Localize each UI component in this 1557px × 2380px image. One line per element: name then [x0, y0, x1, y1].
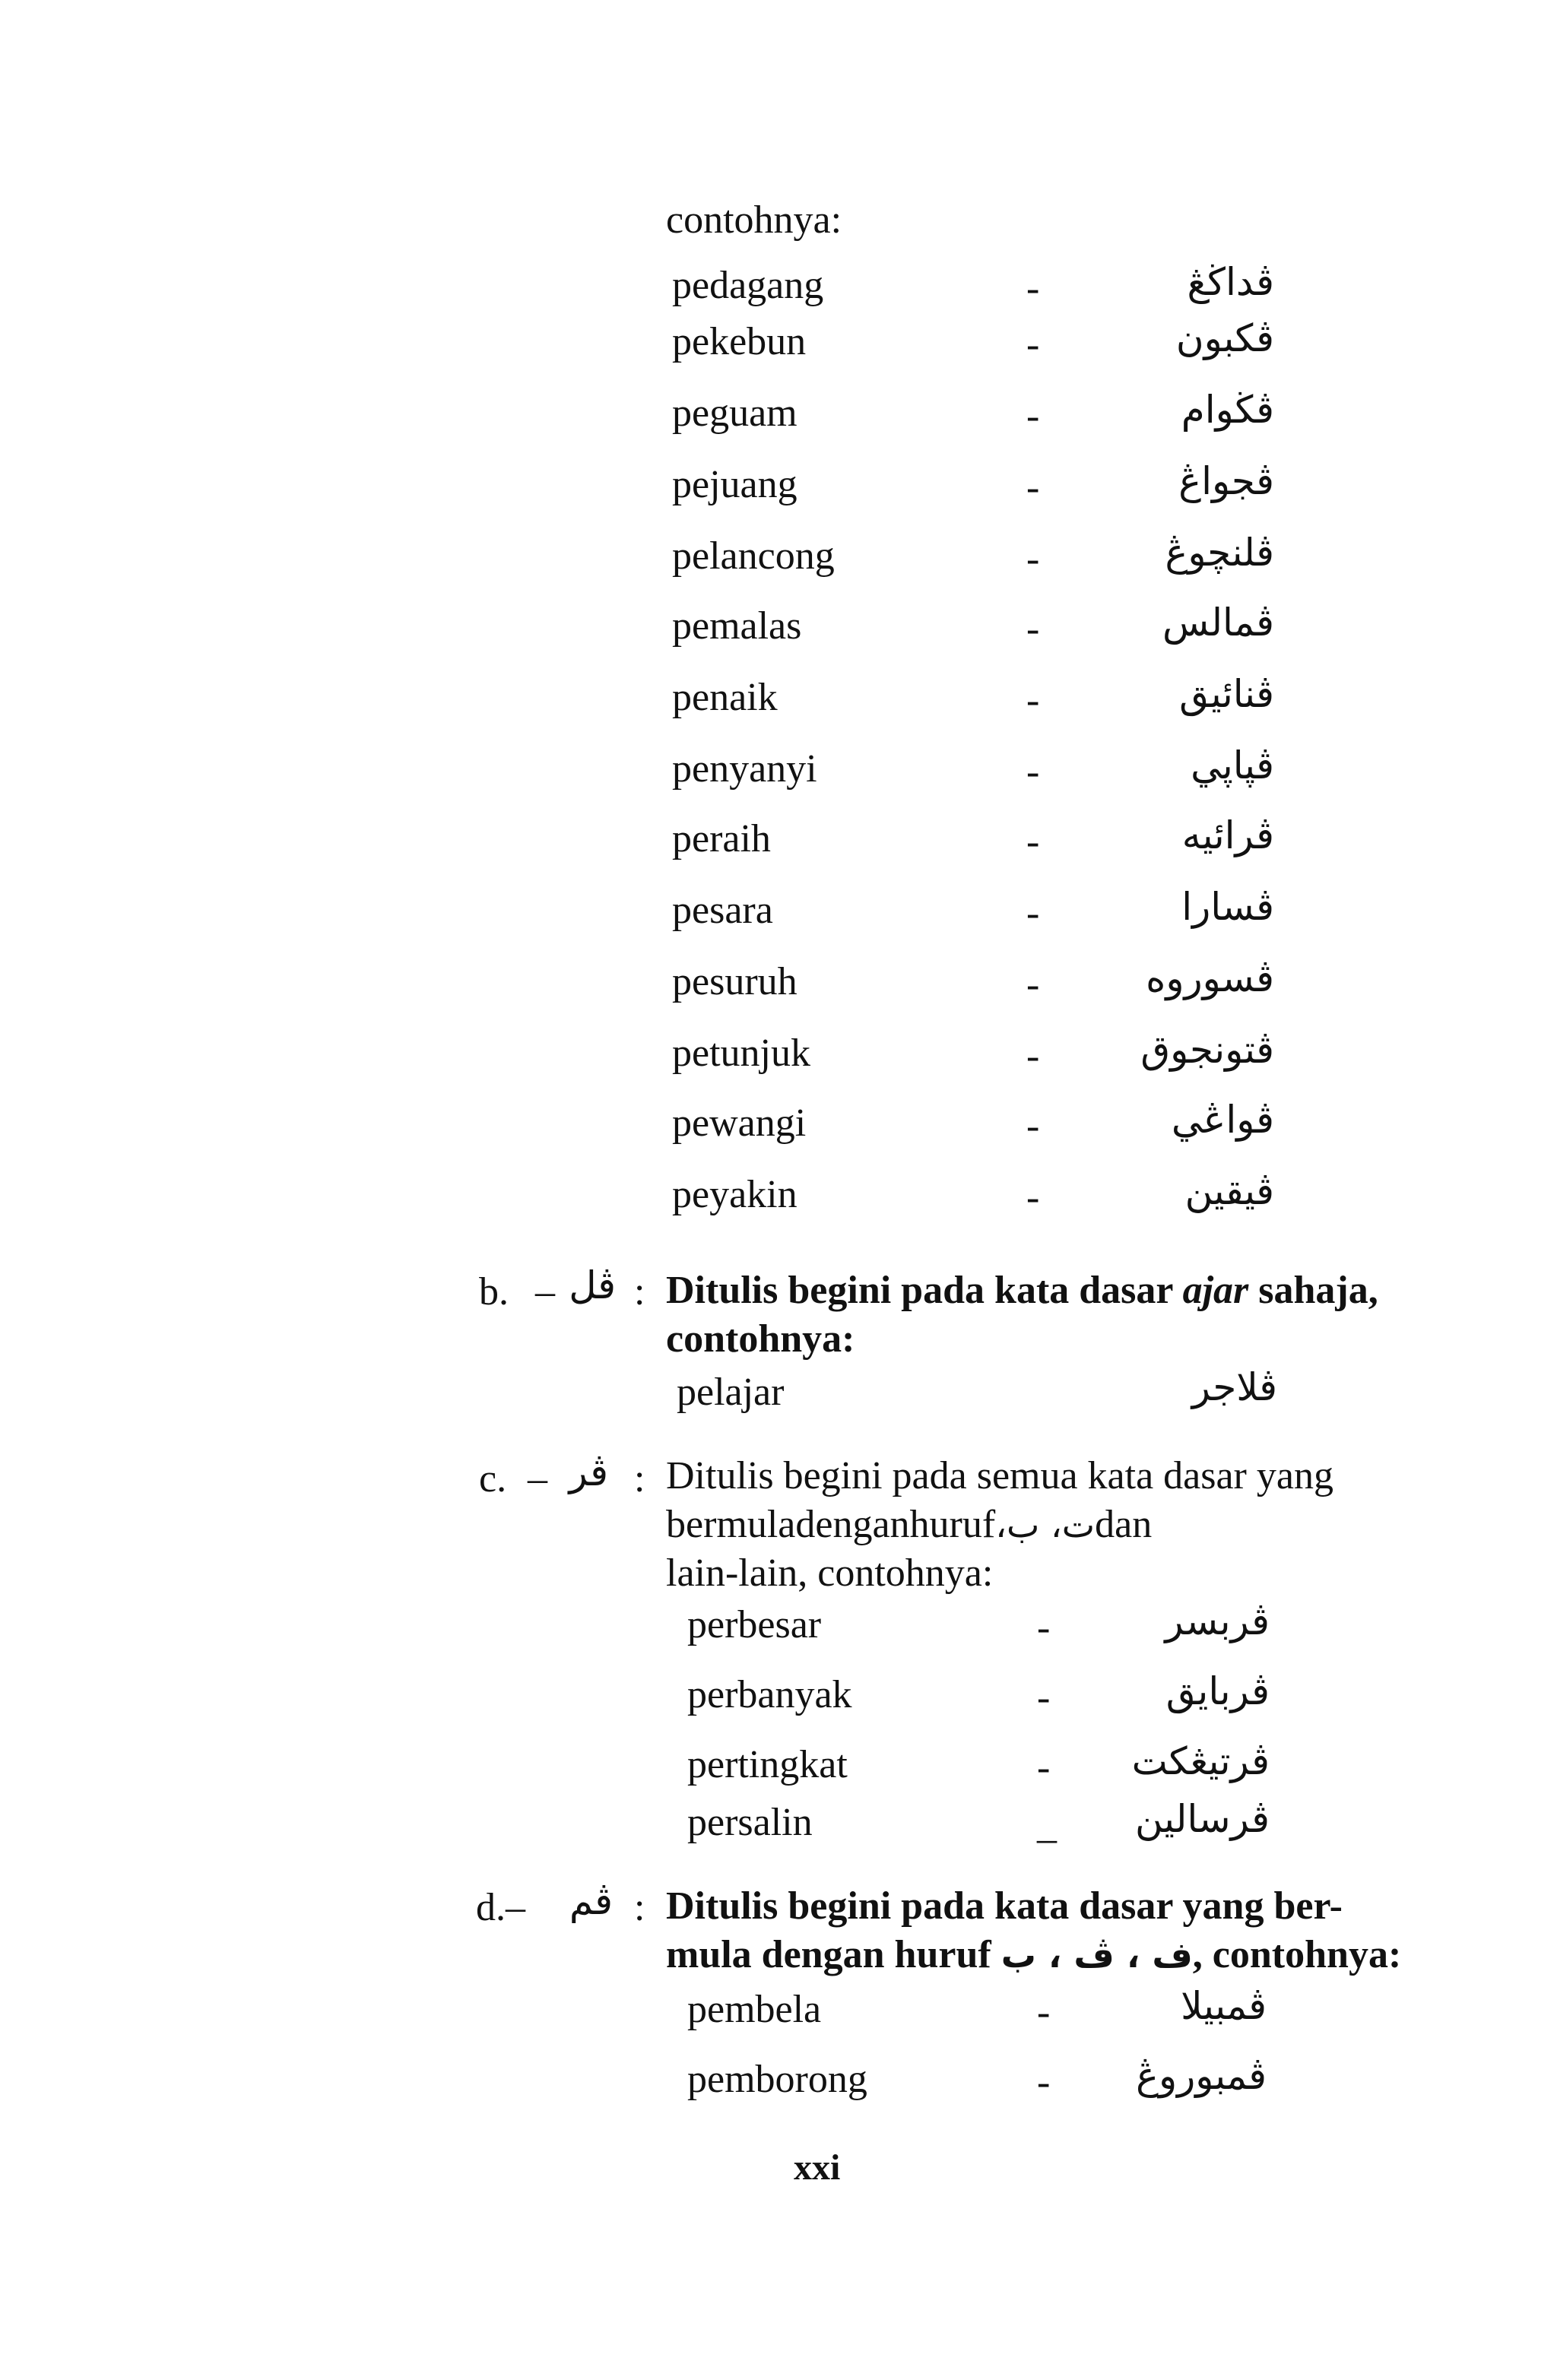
section-c-example-jawi: ڤربايق — [1165, 1669, 1270, 1713]
section-c-example-jawi: ڤرتيڠکت — [1131, 1739, 1270, 1783]
word-entry-latin: peraih — [672, 817, 771, 860]
word-entry-latin: pemalas — [672, 604, 802, 648]
word-entry-latin: peguam — [672, 391, 798, 435]
section-d-label: d.– — [476, 1886, 525, 1929]
section-d-line2 — [666, 1931, 1402, 1979]
section-b-example-latin: pelajar — [677, 1371, 785, 1414]
word-entry-latin: penyanyi — [672, 747, 817, 791]
word-entry-jawi: ڤتونجوق — [1140, 1028, 1274, 1072]
word-entry-jawi: ڤنائيق — [1179, 672, 1274, 716]
word-entry-jawi: ڤرائيه — [1181, 813, 1274, 857]
word-entry-latin: peyakin — [672, 1173, 798, 1216]
word-entry-dash: - — [1026, 892, 1040, 935]
section-b-line1-end: sahaja, — [1248, 1269, 1378, 1312]
section-c-example-dash: - — [1037, 1746, 1051, 1789]
word-entry-latin: pejuang — [672, 463, 798, 506]
word-entry-dash: - — [1026, 1035, 1040, 1078]
section-c-example-dash: _ — [1037, 1804, 1057, 1847]
word-entry-jawi: ڤڽاڽي — [1191, 743, 1274, 788]
word-entry-dash: - — [1026, 1176, 1040, 1219]
word-entry-latin: pesara — [672, 889, 773, 932]
section-b-italic-word: ajar — [1182, 1269, 1249, 1312]
word-entry-jawi: ڤسارا — [1181, 885, 1274, 929]
section-d-example-jawi: ڤمبيلا — [1181, 1984, 1267, 2028]
section-d-prefix: ڤم — [569, 1879, 613, 1923]
word-entry-jawi: ڤلنچوڠ — [1165, 531, 1274, 575]
section-b-label: b. — [479, 1270, 509, 1314]
section-c-line2 — [666, 1501, 1387, 1549]
section-c-prefix: ڤر — [569, 1450, 608, 1494]
word-entry-dash: - — [1026, 537, 1040, 581]
section-d-example-dash: - — [1037, 2061, 1051, 2104]
section-d-example-latin: pemborong — [687, 2058, 867, 2101]
word-entry-jawi: ڤسوروه — [1146, 956, 1274, 1000]
section-c-line2-word: huruf — [909, 1503, 996, 1546]
section-b-dash: – — [535, 1270, 555, 1314]
section-c-text — [666, 1452, 1387, 1598]
word-entry-dash: - — [1026, 466, 1040, 509]
section-c-example-latin: perbesar — [687, 1603, 822, 1646]
section-c-label: c. — [479, 1457, 507, 1501]
word-entry-dash: - — [1026, 607, 1040, 651]
word-entry-latin: pekebun — [672, 320, 807, 363]
word-entry-dash: - — [1026, 1104, 1040, 1148]
word-entry-dash: - — [1026, 323, 1040, 366]
word-entry-latin: pesuruh — [672, 960, 798, 1003]
section-c-example-jawi: ڤربسر — [1165, 1599, 1270, 1643]
section-b-colon: : — [634, 1270, 645, 1314]
section-c-example-latin: perbanyak — [687, 1673, 852, 1716]
word-entry-jawi: ڤمالس — [1162, 601, 1274, 645]
section-c-line2-word: ت، ب، — [995, 1504, 1096, 1545]
section-b-line1 — [666, 1266, 1378, 1315]
section-d-example-dash: - — [1037, 1991, 1051, 2034]
section-b-example-jawi: ڤلاجر — [1191, 1365, 1277, 1409]
word-entry-latin: pedagang — [672, 264, 824, 307]
section-c-example-dash: - — [1037, 1676, 1051, 1719]
section-c-example-latin: pertingkat — [687, 1743, 848, 1786]
word-entry-jawi: ڤجواڠ — [1178, 459, 1274, 503]
section-c-colon: : — [634, 1457, 645, 1501]
section-d-example-jawi: ڤمبوروڠ — [1136, 2054, 1267, 2098]
section-d-example-latin: pembela — [687, 1988, 822, 2031]
word-entry-jawi: ڤکبون — [1175, 316, 1274, 360]
section-b-line2: contohnya: — [666, 1317, 855, 1361]
word-entry-dash: - — [1026, 750, 1040, 794]
word-entry-latin: pelancong — [672, 534, 835, 578]
word-entry-dash: - — [1026, 963, 1040, 1006]
section-d-line2-end: , contohnya: — [1192, 1933, 1402, 1976]
section-c-example-jawi: ڤرسالين — [1134, 1797, 1270, 1841]
section-c-line2-word: bermula — [666, 1503, 796, 1546]
word-entry-jawi: ڤداڬڠ — [1187, 260, 1274, 304]
section-b-line1-start: Ditulis begini pada kata dasar — [666, 1269, 1183, 1312]
section-c-dash: – — [528, 1457, 547, 1501]
section-c-example-dash: - — [1037, 1606, 1051, 1650]
word-entry-dash: - — [1026, 820, 1040, 864]
word-entry-latin: petunjuk — [672, 1032, 810, 1075]
word-entry-dash: - — [1026, 679, 1040, 722]
intro-label: contohnya: — [666, 198, 842, 242]
word-entry-dash: - — [1026, 395, 1040, 438]
section-d-colon: : — [634, 1886, 645, 1929]
section-c-line1: Ditulis begini pada semua kata dasar yang — [666, 1454, 1333, 1497]
section-b-text — [666, 1266, 1378, 1364]
section-c-example-latin: persalin — [687, 1801, 813, 1844]
word-entry-jawi: ڤڬوام — [1181, 388, 1274, 432]
section-b-prefix: ڤل — [569, 1263, 616, 1307]
word-entry-latin: penaik — [672, 676, 778, 719]
section-d-letters: ف ، ڤ ، ب — [1000, 1935, 1193, 1976]
section-c-line2-word: dengan — [795, 1503, 910, 1546]
section-c-line2-word: dan — [1095, 1503, 1153, 1546]
word-entry-dash: - — [1026, 267, 1040, 310]
section-d-line1: Ditulis begini pada kata dasar yang ber- — [666, 1884, 1343, 1928]
word-entry-latin: pewangi — [672, 1101, 807, 1145]
section-d-text — [666, 1882, 1402, 1979]
section-d-line2-start: mula dengan huruf — [666, 1933, 1001, 1976]
page-number: xxi — [794, 2147, 841, 2188]
word-entry-jawi: ڤيقين — [1184, 1169, 1274, 1213]
section-c-line3: lain-lain, contohnya: — [666, 1551, 994, 1595]
word-entry-jawi: ڤواڠي — [1171, 1098, 1274, 1142]
